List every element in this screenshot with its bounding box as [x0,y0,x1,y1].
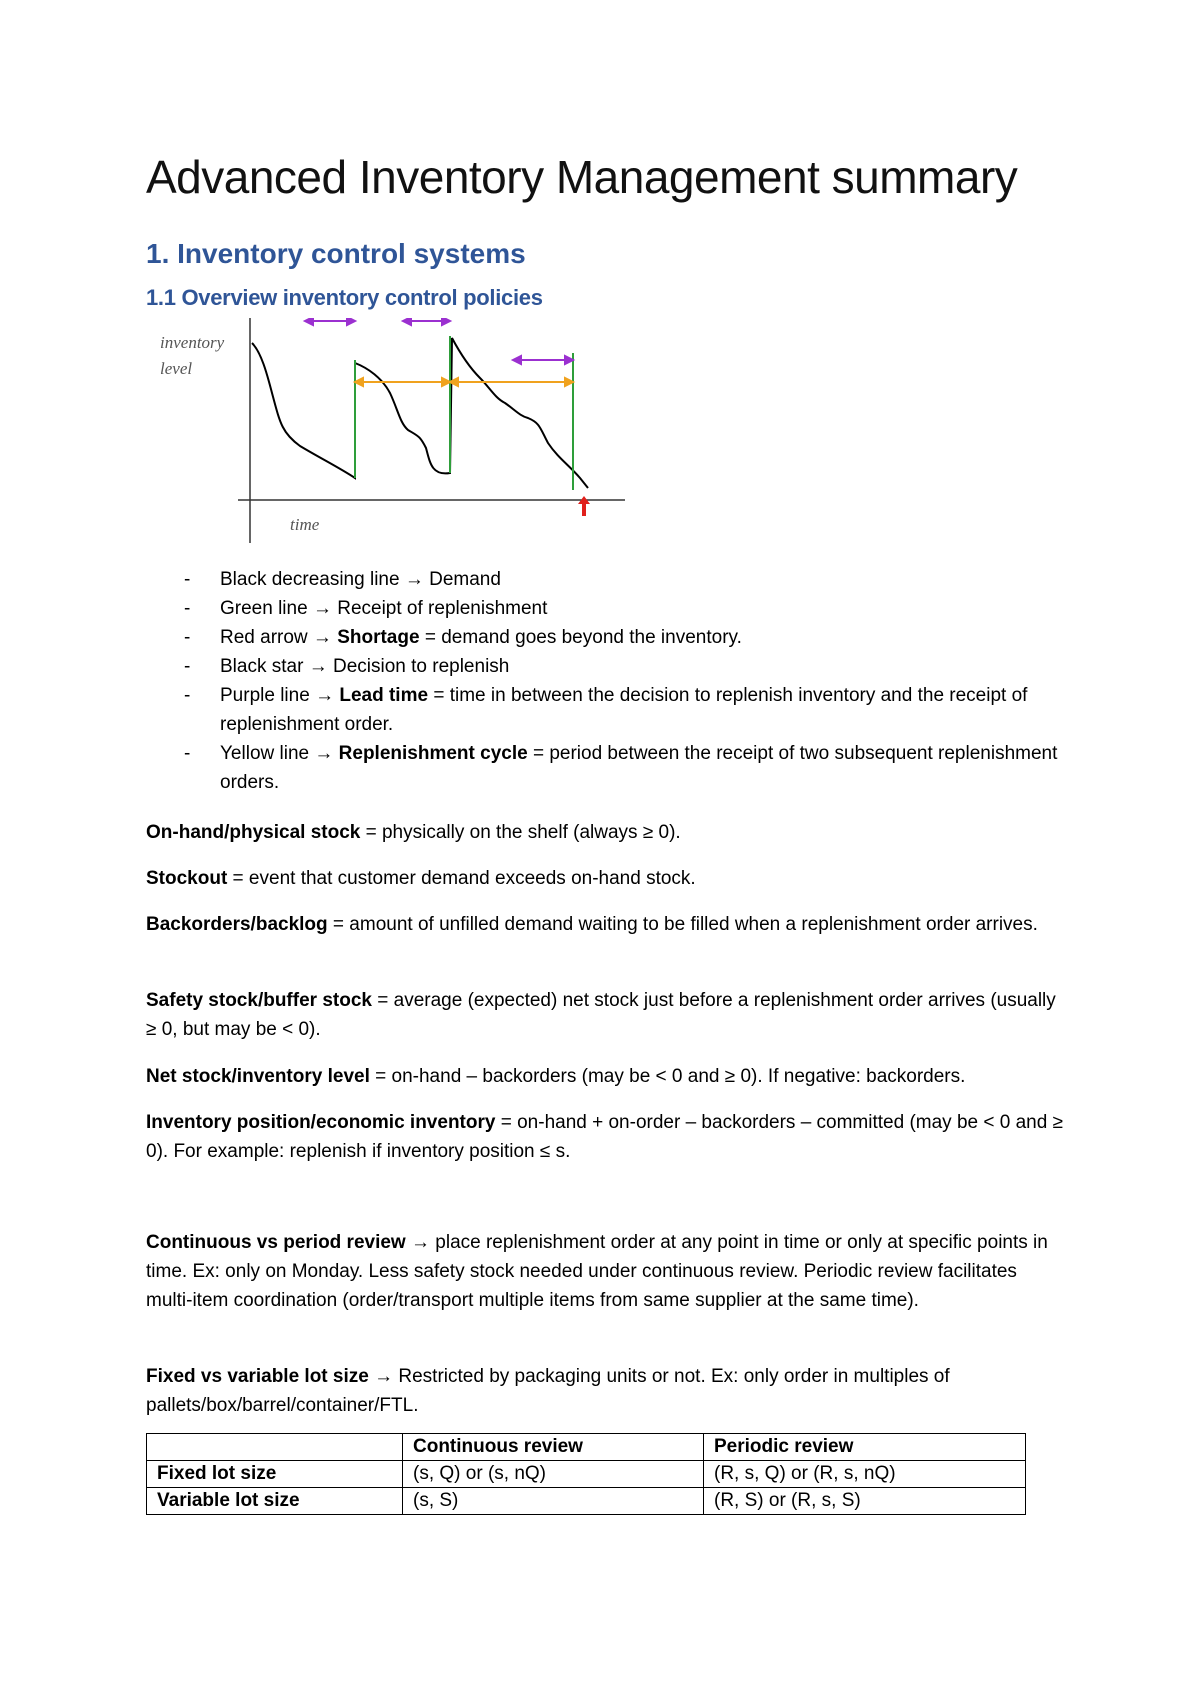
table-cell: (R, S) or (R, s, S) [704,1488,1026,1515]
legend-item: - Black decreasing line → Demand [184,569,501,590]
document-title: Advanced Inventory Management summary [146,151,1018,203]
policy-table [146,1433,1026,1515]
def-safety-stock: Safety stock/buffer stock = average (expected) net stock just before a replenishment order arrives (usually ≥ 0, but may be < 0). [146,990,1056,1040]
def-lot-size: Fixed vs variable lot size → Restricted by packaging units or not. Ex: only order in multiples of pallets/box/barrel/container/FTL. [146,1366,950,1416]
legend-item: - Purple line → Lead time = time in between the decision to replenish inventory and the receipt of replenishment order. [184,685,1028,735]
subsection-heading: 1.1 Overview inventory control policies [146,285,543,310]
def-net-stock: Net stock/inventory level = on-hand – backorders (may be < 0 and ≥ 0). If negative: backorders. [146,1066,966,1087]
def-backorders: Backorders/backlog = amount of unfilled demand waiting to be filled when a replenishment order arrives. [146,914,1038,935]
table-row-label: Fixed lot size [147,1461,403,1488]
cycle-arrow-2 [450,378,573,386]
legend-list [180,565,1060,797]
table-cell: (R, s, Q) or (R, s, nQ) [704,1461,1026,1488]
arrow-right-icon: → [312,598,332,619]
table-header-cell: Periodic review [704,1434,1026,1461]
lead-time-arrow-1 [305,318,355,325]
table-header-cell: Continuous review [403,1434,704,1461]
section-heading: 1. Inventory control systems [146,238,526,269]
legend-item: - Yellow line → Replenishment cycle = period between the receipt of two subsequent replenishment orders. [184,743,1058,793]
inventory-level-figure [150,318,630,548]
lead-time-arrow-2 [403,318,450,325]
x-axis-label: time [290,515,320,534]
legend-item: - Green line → Receipt of replenishment [184,598,548,619]
table-row [147,1488,1026,1515]
arrow-right-icon: → [314,743,334,764]
table-row-label: Variable lot size [147,1488,403,1515]
table-cell: (s, S) [403,1488,704,1515]
arrow-right-icon: → [312,627,332,648]
legend-item: - Red arrow → Shortage = demand goes beyond the inventory. [184,627,742,648]
def-on-hand: On-hand/physical stock = physically on the shelf (always ≥ 0). [146,822,681,843]
def-stockout: Stockout = event that customer demand exceeds on-hand stock. [146,868,696,889]
def-review-type: Continuous vs period review → place replenishment order at any point in time or only at specific points in time. Ex: only on Monday. Less safety stock needed under continuous review. Periodic review facilitates multi-item coordination (order/transport multiple items from same supplier at the same time). [146,1232,1048,1311]
cycle-arrow-1 [355,378,450,386]
arrow-right-icon: → [315,685,335,706]
y-axis-label-line1: inventory [160,333,225,352]
lead-time-arrow-3 [513,356,573,364]
shortage-arrow [578,496,590,516]
table-row [147,1461,1026,1488]
table-header-cell [147,1434,403,1461]
arrow-right-icon: → [308,656,328,677]
y-axis-label-line2: level [160,359,193,378]
arrow-right-icon: → [404,569,424,590]
table-cell: (s, Q) or (s, nQ) [403,1461,704,1488]
table-header-row [147,1434,1026,1461]
legend-item: - Black star → Decision to replenish [184,656,510,677]
def-inventory-position: Inventory position/economic inventory = on-hand + on-order – backorders – committed (may be < 0 and ≥ 0). For example: replenish if inventory position ≤ s. [146,1112,1063,1162]
